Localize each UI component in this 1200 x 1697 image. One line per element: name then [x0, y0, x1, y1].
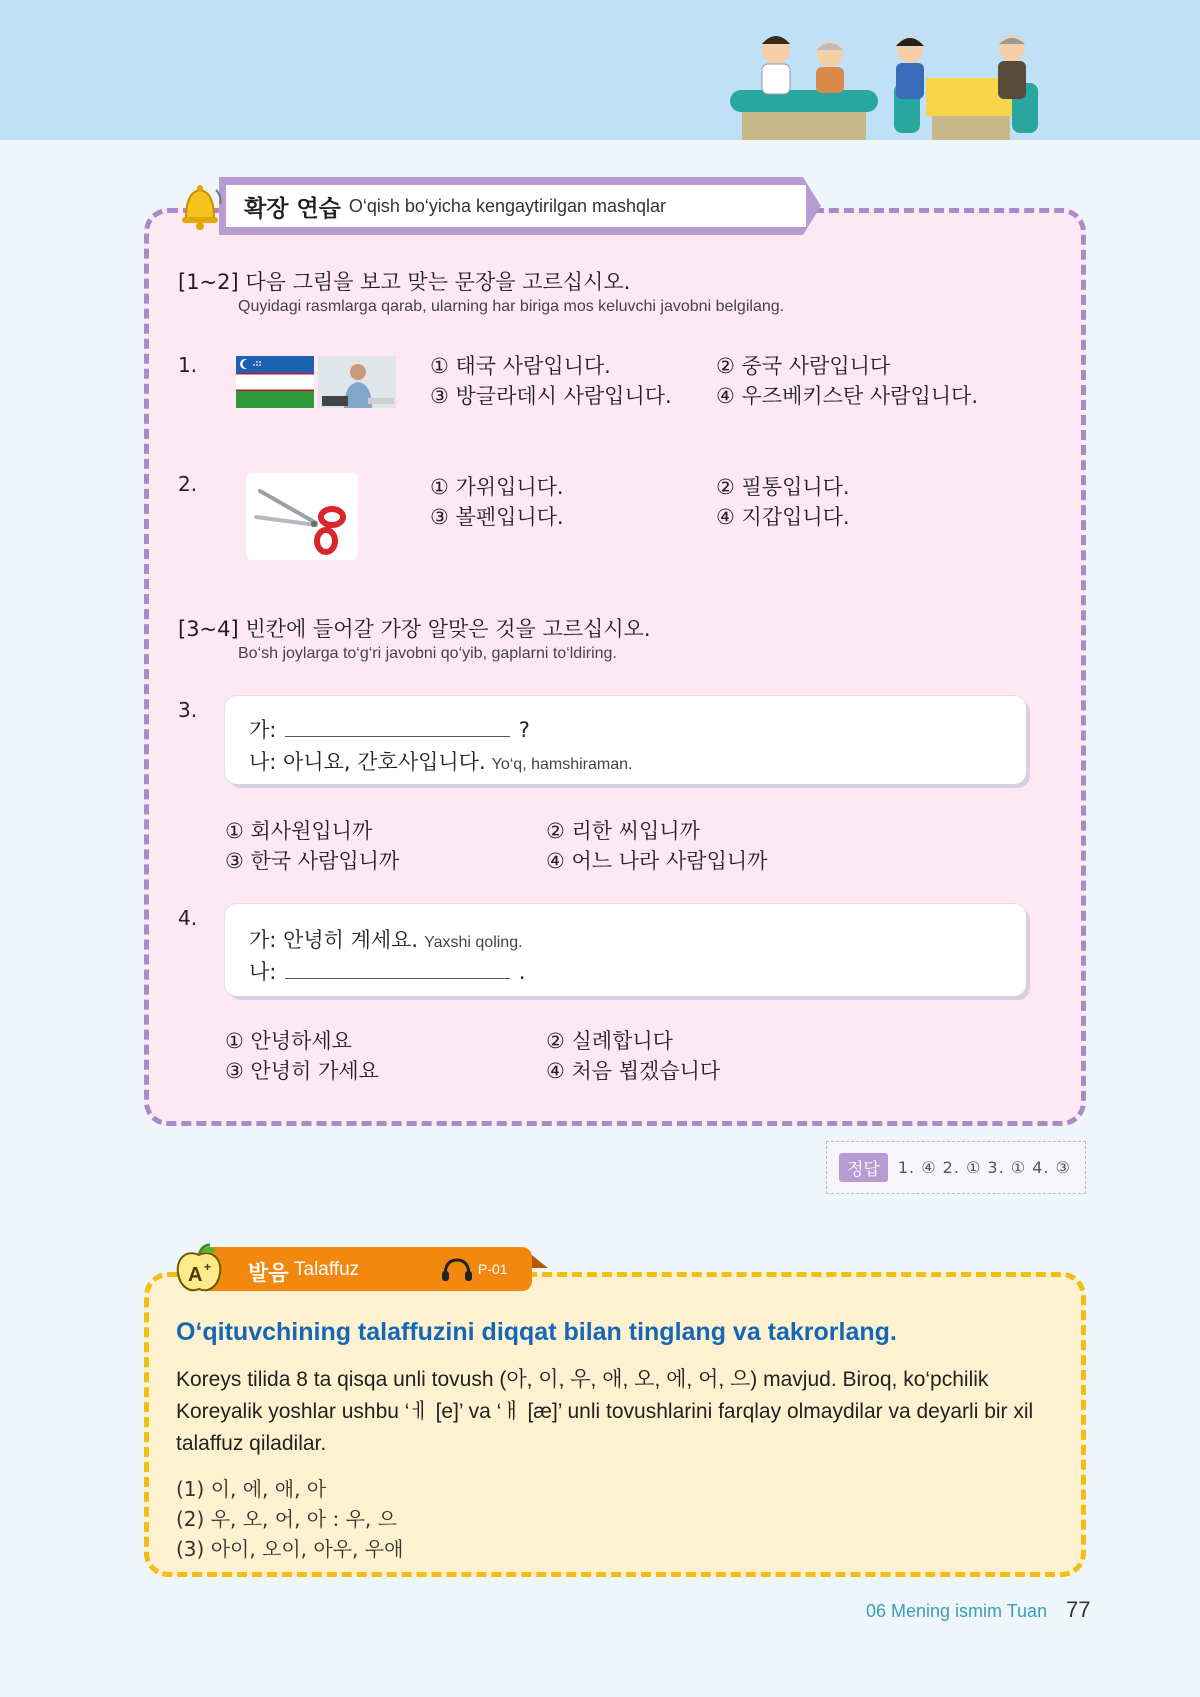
q1-option-4[interactable]: ④ 우즈베키스탄 사람입니다. [716, 384, 978, 408]
q3-option-3[interactable]: ③ 한국 사람입니까 [225, 849, 400, 873]
pronunciation-item-3: (3) 아이, 오이, 아우, 우애 [176, 1537, 404, 1561]
question-2-number: 2. [178, 472, 198, 496]
q3-speaker-a: 가: [249, 718, 277, 742]
q4-line-2 [249, 956, 525, 986]
q3-option-1[interactable]: ① 회사원입니까 [225, 819, 373, 843]
q2-option-1[interactable]: ① 가위입니다. [430, 475, 564, 499]
instruction-1-2-uz: Quyidagi rasmlarga qarab, ularning har biriga mos keluvchi javobni belgilang. [238, 298, 785, 315]
q1-option-1[interactable]: ① 태국 사람입니다. [430, 354, 611, 378]
q3-line-2 [249, 746, 632, 776]
pronunciation-paragraph: Koreys tilida 8 ta qisqa unli tovush (아, 이, 우, 애, 오, 에, 어, 으) mavjud. Biroq, ko‘pchilik Koreyalik yoshlar ushbu ‘ㅔ [e]’ va ‘ㅐ [æ]’ unli tovushlarini farqlay olmaydilar va deyarli bir xil talaffuz qiladilar. [176, 1368, 1034, 1455]
answer-key-text: 1. ④ 2. ① 3. ① 4. ③ [897, 1158, 1071, 1177]
q2-option-4[interactable]: ④ 지갑입니다. [716, 505, 850, 529]
svg-text:+: + [204, 1260, 212, 1274]
q1-option-2[interactable]: ② 중국 사람입니다 [716, 354, 891, 378]
q4-option-1[interactable]: ① 안녕하세요 [225, 1029, 352, 1053]
answer-key-label: 정답 [839, 1153, 888, 1182]
q2-option-3[interactable]: ③ 볼펜입니다. [430, 505, 564, 529]
q4-speaker-b: 나: [249, 960, 277, 984]
pronunciation-title-ko: 발음 [248, 1261, 289, 1285]
pronunciation-heading: O‘qituvchining talaffuzini diqqat bilan tinglang va takrorlang. [176, 1318, 897, 1346]
q4-line-1-ko: 가: 안녕히 계세요. [249, 928, 419, 952]
uzbekistan-flag-image [236, 356, 314, 408]
bell-icon [176, 182, 224, 232]
question-4-number: 4. [178, 906, 198, 930]
people-at-tables-illustration [730, 28, 1042, 140]
reading-header [226, 185, 806, 227]
q3-line-2-ko: 나: 아니요, 간호사입니다. [249, 750, 486, 774]
q1-option-3[interactable]: ③ 방글라데시 사람입니다. [430, 384, 672, 408]
q4-dialogue-box [225, 904, 1026, 996]
scissors-image [246, 473, 358, 560]
q3-blank[interactable] [285, 719, 510, 737]
instruction-3-4-uz: Bo‘sh joylarga to‘g‘ri javobni qo‘yib, gaplarni to‘ldiring. [238, 645, 617, 662]
q4-option-3[interactable]: ③ 안녕히 가세요 [225, 1059, 379, 1083]
q3-option-2[interactable]: ② 리한 씨입니까 [546, 819, 700, 843]
pronunciation-title-uz: Talaffuz [294, 1259, 360, 1280]
instruction-1-2-ko: [1~2] 다음 그림을 보고 맞는 문장을 고르십시오. [178, 270, 631, 294]
footer-chapter: 06 Mening ismim Tuan [866, 1601, 1048, 1621]
q3-line-1 [249, 714, 530, 744]
q4-option-2[interactable]: ② 실례합니다 [546, 1029, 673, 1053]
audio-track-code[interactable]: P-01 [478, 1261, 508, 1277]
reading-title-uz: O‘qish bo‘yicha kengaytirilgan mashqlar [348, 195, 667, 216]
instruction-3-4-ko: [3~4] 빈칸에 들어갈 가장 알맞은 것을 고르십시오. [178, 617, 651, 641]
q2-option-2[interactable]: ② 필통입니다. [716, 475, 850, 499]
q4-line-1 [249, 924, 523, 954]
reading-title-ko: 확장 연습 [244, 195, 341, 222]
apple-grade-icon [174, 1243, 224, 1295]
svg-text:A: A [188, 1264, 203, 1286]
page-number: 77 [1066, 1597, 1091, 1622]
question-1-number: 1. [178, 353, 198, 377]
pronunciation-item-1: (1) 이, 에, 애, 아 [176, 1477, 327, 1501]
q3-line-2-uz: Yo‘q, hamshiraman. [491, 756, 633, 773]
q4-option-4[interactable]: ④ 처음 뵙겠습니다 [546, 1059, 721, 1083]
question-3-number: 3. [178, 698, 198, 722]
answer-key [826, 1141, 1086, 1194]
person-photo-image [318, 356, 396, 408]
scissors-icon [246, 473, 358, 560]
q3-option-4[interactable]: ④ 어느 나라 사람입니까 [546, 849, 768, 873]
pronunciation-item-2: (2) 우, 오, 어, 아 : 우, 으 [176, 1507, 397, 1531]
q3-question-mark: ? [518, 718, 530, 742]
q4-blank[interactable] [285, 961, 510, 979]
headphones-icon[interactable] [440, 1256, 474, 1282]
q4-period: . [518, 960, 526, 984]
q3-dialogue-box [225, 696, 1026, 784]
q4-line-1-uz: Yaxshi qoling. [424, 934, 523, 951]
